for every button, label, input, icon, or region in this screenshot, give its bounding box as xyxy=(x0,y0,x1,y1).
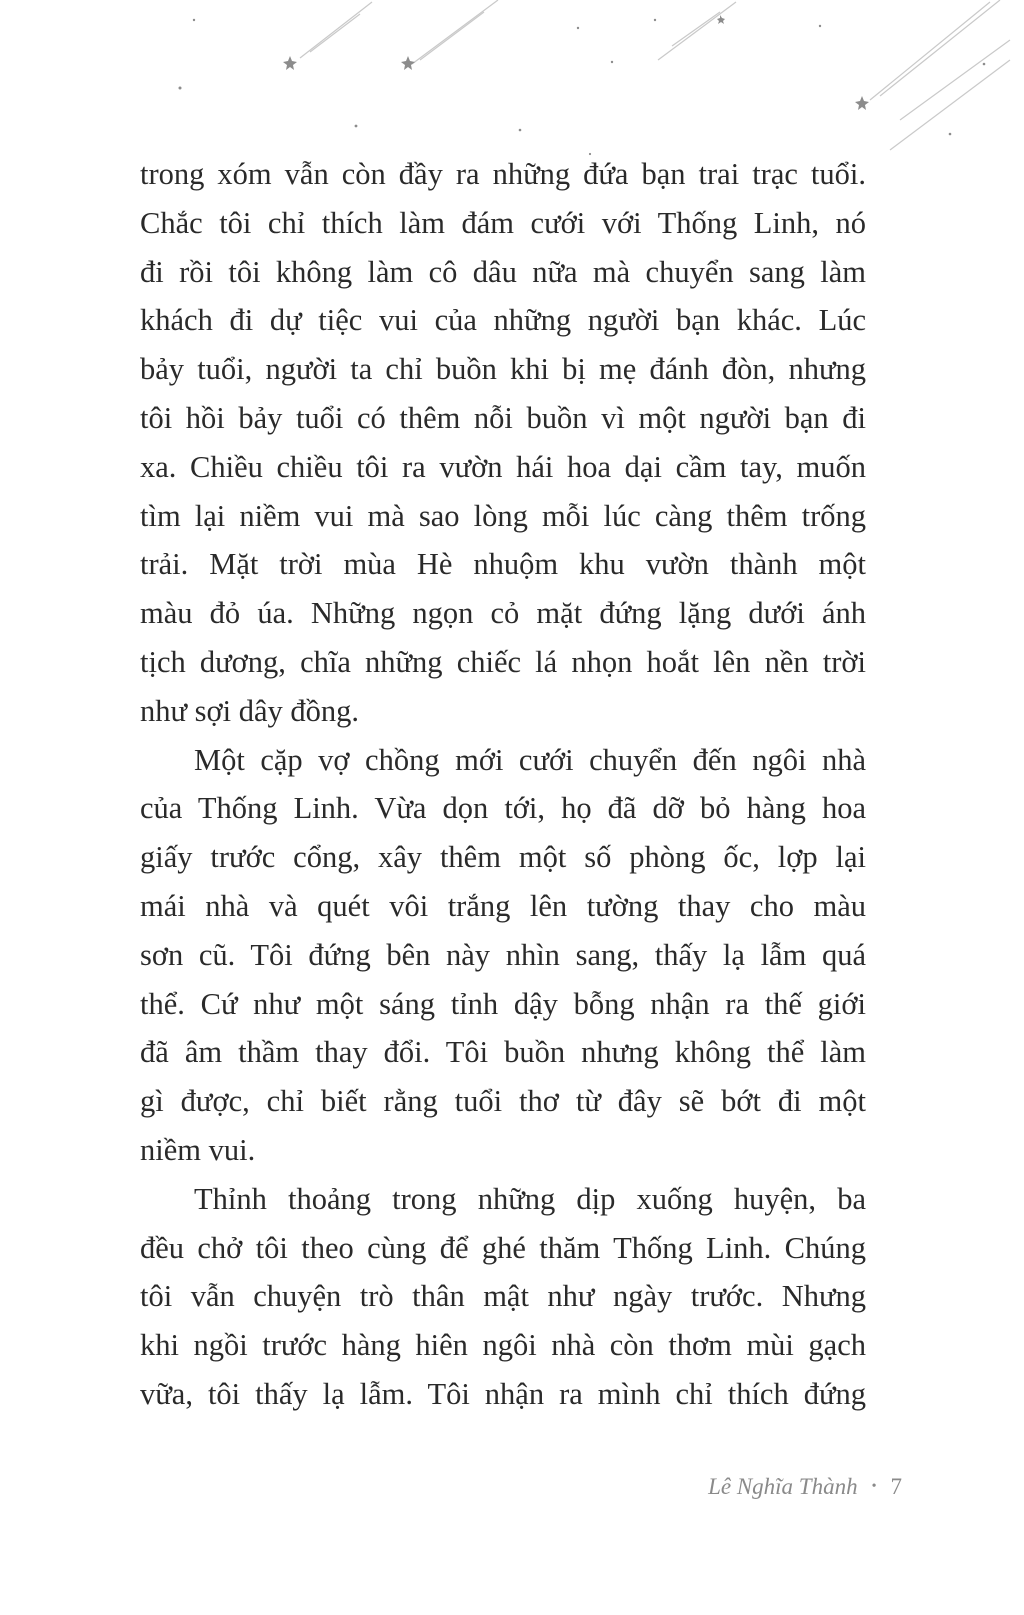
text-line: gì được, chỉ biết rằng tuổi thơ từ đây sẽ bớt đi một xyxy=(140,1084,866,1119)
text-line: màu đỏ úa. Những ngọn cỏ mặt đứng lặng dưới ánh xyxy=(140,596,866,631)
text-line: sơn cũ. Tôi đứng bên này nhìn sang, thấy lạ lẫm quá xyxy=(140,937,866,972)
text-line: thể. Cứ như một sáng tỉnh dậy bỗng nhận ra thế giới xyxy=(140,986,866,1021)
text-line: Thỉnh thoảng trong những dịp xuống huyện, ba xyxy=(194,1181,866,1216)
text-line: khách đi dự tiệc vui của những người bạn khác. Lúc xyxy=(140,303,866,338)
shooting-stars-decoration xyxy=(0,0,1024,160)
text-line: đi rồi tôi không làm cô dâu nữa mà chuyển sang làm xyxy=(140,254,866,289)
author-name: Lê Nghĩa Thành xyxy=(708,1474,858,1499)
text-line: trong xóm vẫn còn đầy ra những đứa bạn trai trạc tuổi. xyxy=(140,157,866,191)
text-line: tịch dương, chĩa những chiếc lá nhọn hoắt lên nền trời xyxy=(140,644,866,679)
text-line: xa. Chiều chiều tôi ra vườn hái hoa dại cầm tay, muốn xyxy=(140,449,866,484)
text-line: trải. Mặt trời mùa Hè nhuộm khu vườn thành một xyxy=(140,547,866,582)
text-line: Chắc tôi chỉ thích làm đám cưới với Thống Linh, nó xyxy=(140,205,866,240)
text-line: mái nhà và quét vôi trắng lên tường thay cho màu xyxy=(140,888,866,923)
text-line: giấy trước cổng, xây thêm một số phòng ốc, lợp lại xyxy=(140,840,866,875)
text-line: khi ngồi trước hàng hiên ngôi nhà còn thơm mùi gạch xyxy=(140,1328,866,1363)
text-line: tôi hồi bảy tuổi có thêm nỗi buồn vì một người bạn đi xyxy=(140,400,866,435)
text-line: vữa, tôi thấy lạ lẫm. Tôi nhận ra mình chỉ thích đứng xyxy=(140,1376,866,1411)
star-icon xyxy=(401,56,415,70)
text-line: bảy tuổi, người ta chỉ buồn khi bị mẹ đánh đòn, nhưng xyxy=(140,352,866,387)
star-icon xyxy=(283,56,297,70)
star-icon xyxy=(717,15,725,24)
text-line: như sợi dây đồng. xyxy=(140,693,360,728)
star-icon xyxy=(855,96,869,110)
text-line: tôi vẫn chuyện trò thân mật như ngày trước. Nhưng xyxy=(140,1279,866,1314)
page-footer xyxy=(708,1474,902,1500)
text-line: đã âm thầm thay đổi. Tôi buồn nhưng không thể làm xyxy=(140,1035,866,1070)
text-line: niềm vui. xyxy=(140,1132,256,1167)
footer-separator: • xyxy=(871,1479,877,1494)
text-line: đều chở tôi theo cùng để ghé thăm Thống Linh. Chúng xyxy=(140,1230,866,1265)
text-line: tìm lại niềm vui mà sao lòng mỗi lúc càng thêm trống xyxy=(140,498,866,533)
text-line: Một cặp vợ chồng mới cưới chuyển đến ngôi nhà xyxy=(194,742,866,777)
body-text xyxy=(140,150,866,1419)
page-number: 7 xyxy=(890,1474,902,1499)
text-line: của Thống Linh. Vừa dọn tới, họ đã dỡ bỏ hàng hoa xyxy=(140,791,866,826)
